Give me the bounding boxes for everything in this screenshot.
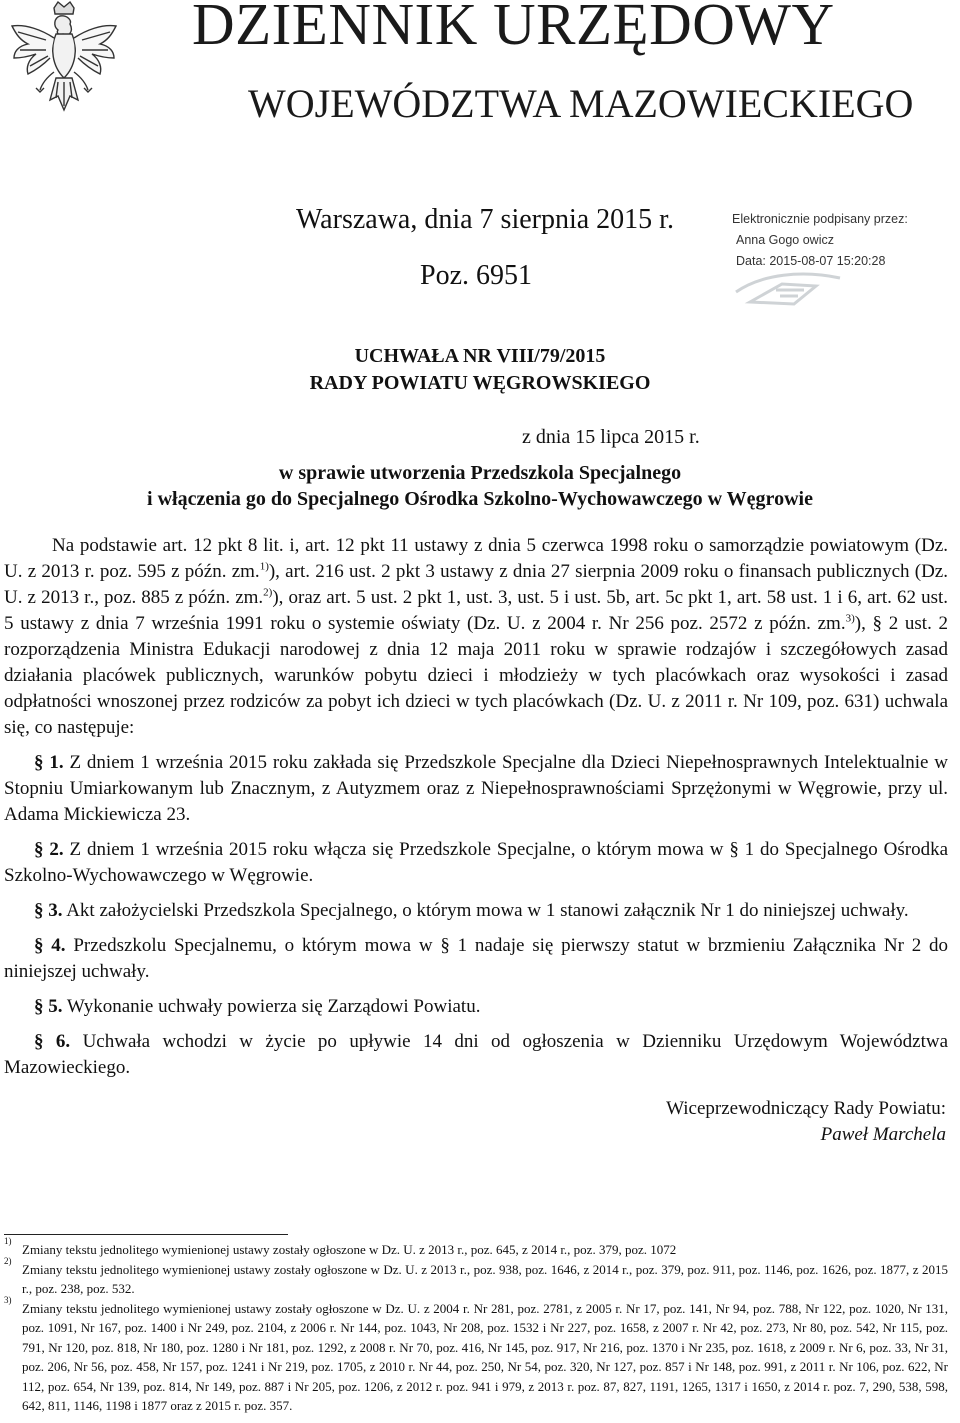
paragraph-mark: § 4. <box>34 935 66 956</box>
position-number: Poz. 6951 <box>420 260 532 291</box>
electronic-signature[interactable] <box>732 212 954 308</box>
e-signature-icon <box>732 262 844 308</box>
resolution-body-text <box>4 533 948 1090</box>
paragraph-1: § 1. Z dniem 1 września 2015 roku zakłada się Przedszkole Specjalne dla Dzieci Niepełnosprawnych Intelektualnie w Stopniu Umiarkowanym lub Znacznym, z Autyzmem oraz z Niepełnosprawnościami Sprzężonymi w Węgrowie, przy ul. Adama Mickiewicza 23. <box>4 752 949 825</box>
footnote-1: 1) Zmiany tekstu jednolitego wymienionej ustawy zostały ogłoszone w Dz. U. z 2013 r., poz. 645, z 2014 r., poz. 379, poz. 1072 <box>4 1236 677 1257</box>
paragraph-mark: § 6. <box>34 1031 71 1052</box>
resolution-date: z dnia 15 lipca 2015 r. <box>522 426 700 448</box>
signature-date: Data: 2015-08-07 15:20:28 <box>736 254 886 268</box>
journal-title: DZIENNIK URZĘDOWY <box>192 0 835 57</box>
footnote-ref-3[interactable]: 3) <box>845 612 855 625</box>
paragraph-4: § 4. Przedszkolu Specjalnemu, o którym mowa w § 1 nadaje się pierwszy statut w brzmieniu Załącznika Nr 2 do niniejszej uchwały. <box>4 935 949 982</box>
paragraph-mark: § 1. <box>34 752 64 773</box>
footnote-ref-1[interactable]: 1) <box>259 560 269 573</box>
footnotes <box>4 1236 948 1416</box>
signatory-role: Wiceprzewodniczący Rady Powiatu: <box>666 1098 946 1119</box>
preamble: Na podstawie art. 12 pkt 8 lit. i, art. 12 pkt 11 ustawy z dnia 5 czerwca 1998 roku o samorządzie powiatowym (Dz. U. z 2013 r. poz. 595 z późn. zm.$^{1)}$), art. 216 ust. 2 pkt 3 ustawy z dnia 27 sierpnia 2009 roku o finansach publicznych (Dz. U. z 2013 r., poz. 885 z późn. zm.$^{2)}$), oraz art. 5 ust. 2 pkt 1, ust. 3, ust. 5 i ust. 5b, art. 5c pkt 1, art. 58 ust. 1 i 6, art. 62 ust. 5 ustawy z dnia 7 września 1991 roku o systemie oświaty (Dz. U. z 2004 r. Nr 256 poz. 2572 z późn. zm.$^{3)}$), § 2 ust. 2 rozporządzenia Ministra Edukacji narodowej z dnia 12 maja 2011 roku w sprawie rodzajów i szczegółowych zasad działania placówek publicznych, warunków pobytu dzieci i młodzieży w tych placówkach oraz wysokości i zasad odpłatności wnoszonej przez rodziców za pobyt ich dzieci w tych placówkach (Dz. U. z 2011 r. Nr 109, poz. 631) uchwala się, co następuje: <box>4 535 949 738</box>
paragraph-mark: § 3. <box>34 900 63 921</box>
paragraph-3: § 3. Akt założycielski Przedszkola Specjalnego, o którym mowa w 1 stanowi załącznik Nr 1 do niniejszej uchwały. <box>34 900 909 921</box>
signatory-name: Paweł Marchela <box>820 1124 946 1145</box>
paragraph-mark: § 2. <box>34 839 64 860</box>
paragraph-6: § 6. Uchwała wchodzi w życie po upływie 14 dni od ogłoszenia w Dzienniku Urzędowym Województwa Mazowieckiego. <box>4 1031 949 1078</box>
footnote-2: 2) Zmiany tekstu jednolitego wymienionej ustawy zostały ogłoszone w Dz. U. z 2013 r., poz. 938, poz. 1646, z 2014 r., poz. 379, poz. 911, poz. 1146, poz. 1626, poz. 1877, z 2015 r., poz. 238, poz. 532. <box>4 1255 948 1296</box>
paragraph-mark: § 5. <box>34 996 63 1017</box>
place-date: Warszawa, dnia 7 sierpnia 2015 r. <box>296 204 674 235</box>
footnote-divider <box>4 1234 288 1235</box>
resolution-subject-line1: w sprawie utworzenia Przedszkola Specjalnego <box>278 462 682 484</box>
journal-subtitle: WOJEWÓDZTWA MAZOWIECKIEGO <box>248 81 914 126</box>
polish-eagle-icon <box>6 0 122 120</box>
resolution-subject-line2: i włączenia go do Specjalnego Ośrodka Szkolno-Wychowawczego w Węgrowie <box>147 488 813 510</box>
signature-name: Anna Gogo owicz <box>736 233 834 247</box>
resolution-body: RADY POWIATU WĘGROWSKIEGO <box>309 372 651 394</box>
signature-label: Elektronicznie podpisany przez: <box>732 212 908 226</box>
resolution-number: UCHWAŁA NR VIII/79/2015 <box>354 345 606 367</box>
paragraph-5: § 5. Wykonanie uchwały powierza się Zarządowi Powiatu. <box>34 996 481 1017</box>
paragraph-2: § 2. Z dniem 1 września 2015 roku włącza się Przedszkole Specjalne, o którym mowa w § 1 do Specjalnego Ośrodka Szkolno-Wychowawczego w Węgrowie. <box>4 839 949 886</box>
footnote-3: 3) Zmiany tekstu jednolitego wymienionej ustawy zostały ogłoszone w Dz. U. z 2004 r. Nr 281, poz. 2781, z 2005 r. Nr 17, poz. 141, Nr 94, poz. 788, Nr 122, poz. 1020, Nr 131, poz. 1091, Nr 167, poz. 1400 i Nr 249, poz. 2104, z 2006 r. Nr 144, poz. 1043, Nr 208, poz. 1532 i Nr 227, poz. 1658, z 2007 r. Nr 42, poz. 273, Nr 80, poz. 542, Nr 115, poz. 791, Nr 120, poz. 818, Nr 180, poz. 1280 i Nr 181, poz. 1292, z 2008 r. Nr 70, poz. 416, Nr 145, poz. 917, Nr 216, poz. 1370 i Nr 235, poz. 1618, z 2009 r. Nr 6, poz. 33, Nr 31, poz. 206, Nr 56, poz. 458, Nr 157, poz. 1241 i Nr 219, poz. 1705, z 2010 r. Nr 44, poz. 250, Nr 54, poz. 320, Nr 127, poz. 857 i Nr 148, poz. 991, z 2011 r. Nr 106, poz. 622, Nr 112, poz. 654, Nr 139, poz. 814, Nr 149, poz. 887 i Nr 205, poz. 1206, z 2012 r. poz. 941 i 979, z 2013 r. poz. 87, 827, 1191, 1265, 1317 i 1650, z 2014 r. poz. 7, 290, 538, 598, 642, 811, 1146, 1198 i 1877 oraz z 2015 r. poz. 357. <box>4 1294 948 1413</box>
footnote-ref-2[interactable]: 2) <box>263 586 273 599</box>
